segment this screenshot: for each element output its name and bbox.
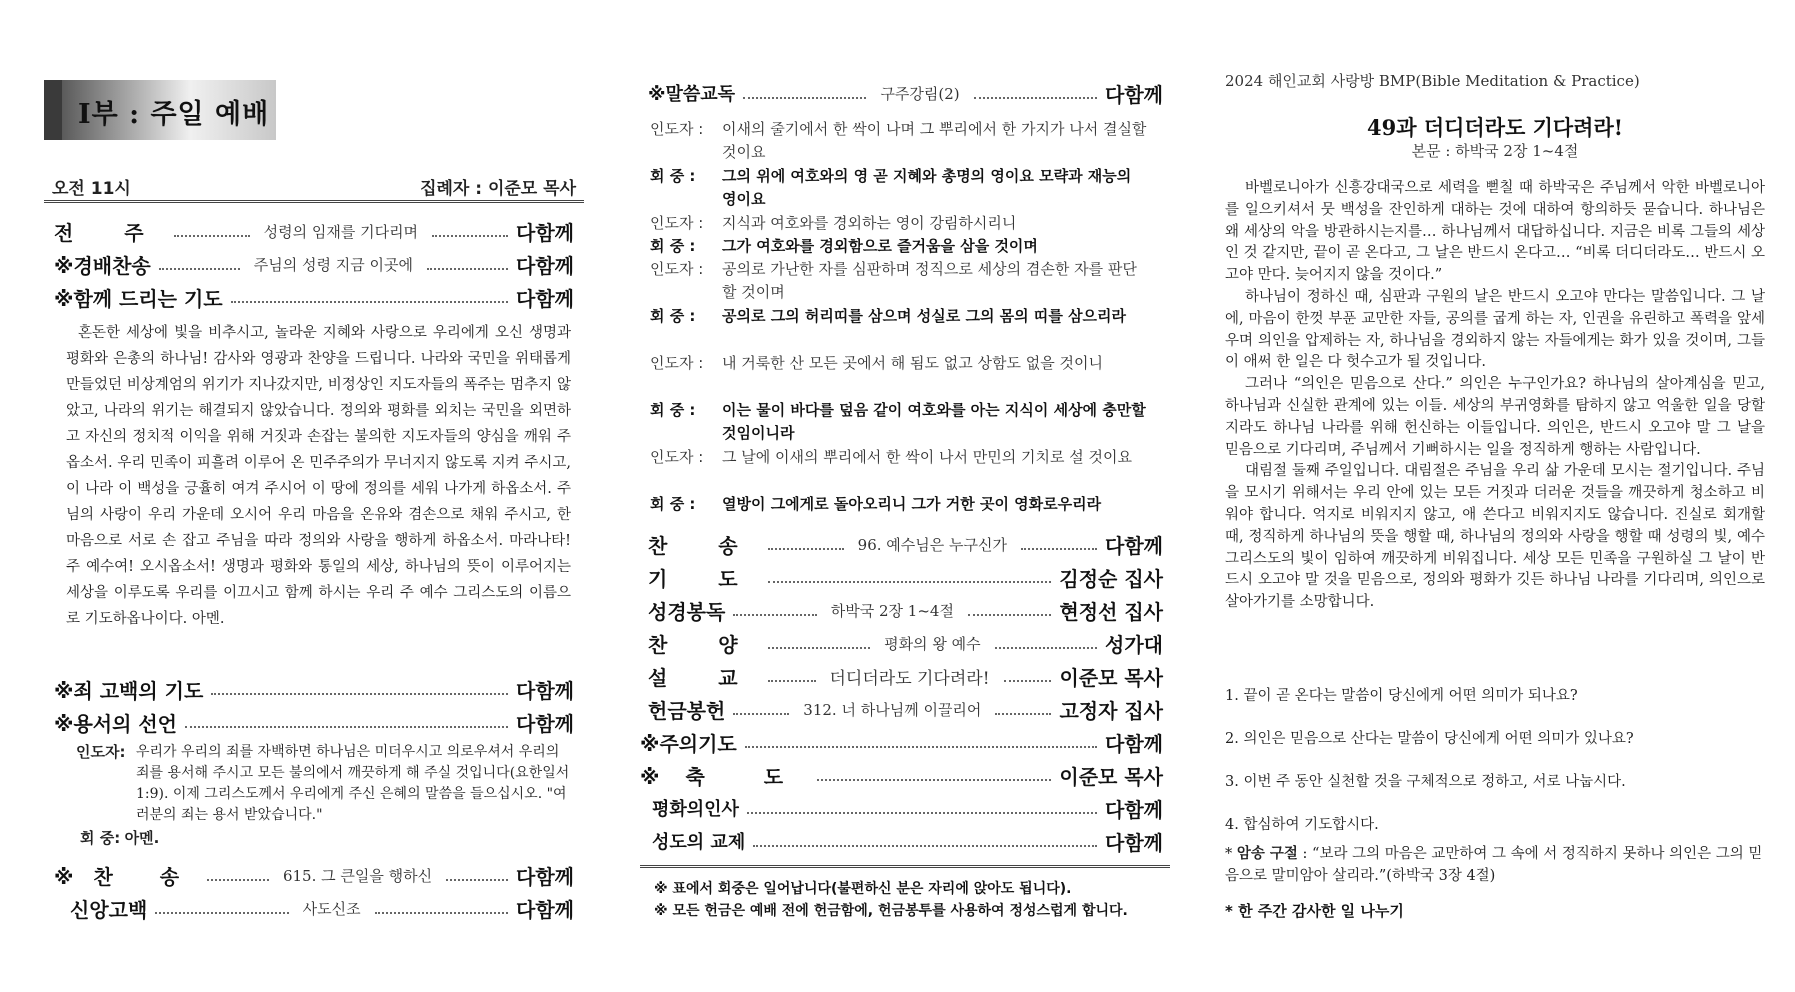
dot-leader — [745, 745, 1097, 748]
litany-text: 이는 물이 바다를 덮음 같이 여호와를 아는 지식이 세상에 충만할 것임이니라 — [722, 401, 1146, 442]
meditation-paragraph: 하나님이 정하신 때, 심판과 구원의 날은 반드시 오고야 만다는 말씀입니다. 그 날에, 마음이 한껏 부푼 교만한 자들, 공의를 굽게 하는 자, 인권을 유린하고 폭력을 앞세우며 의인을 압제하는 자, 하나님을 경외하지 않는 자들에게는 화가 있을 것이며, 그들이 애써 한 일은 다 헛수고가 될 것입니다. — [1225, 288, 1765, 371]
dot-leader — [211, 692, 508, 695]
absolution-cong-label: 회 중: — [80, 829, 121, 847]
dot-leader — [733, 712, 789, 715]
litany-speaker: 회 중 : — [650, 307, 696, 325]
order-label: ※용서의 선언 — [54, 711, 178, 736]
litany-speaker: 회 중 : — [650, 495, 696, 513]
order-label: 찬 양 — [648, 632, 760, 657]
order-item-prayer — [648, 560, 1163, 594]
absolution-congregation — [80, 828, 575, 850]
absolution-leader-text: 우리가 우리의 죄를 자백하면 하나님은 미더우시고 의로우셔서 우리의 죄를 용서해 주시고 모든 불의에서 깨끗하게 해 주실 것입니다(요한일서 1:9). 이제 그리스도께서 우리에게 주신 은혜의 말씀을 들으십시오. "여러분의 죄는 용서 받았습니다." — [136, 744, 570, 823]
order-end: 다함께 — [516, 220, 575, 245]
order-label: 신앙고백 — [70, 897, 148, 922]
order-end: 다함께 — [516, 253, 575, 278]
meditation-text — [1225, 178, 1765, 614]
order-item-anthem — [648, 626, 1163, 660]
dot-leader — [1004, 679, 1052, 682]
dot-leader — [743, 96, 866, 99]
dot-leader — [753, 844, 1097, 847]
dot-leader — [747, 811, 1097, 814]
order-item-litany — [648, 76, 1163, 110]
order-label: 헌금봉헌 — [648, 698, 726, 723]
litany-line — [650, 165, 1150, 211]
order-middle: 더디더라도 기다려라! — [824, 664, 996, 689]
dot-leader — [995, 712, 1051, 715]
litany-text: 지식과 여호와를 경외하는 영이 강림하시리니 — [722, 214, 1017, 232]
memory-verse: * 암송 구절 : “보라 그의 마음은 교만하여 그 속에 서 정직하지 못하나 의인은 그의 믿음으로 말미암아 살리라.”(하박국 3장 4절) — [1225, 846, 1763, 884]
litany-text: 그 날에 이새의 뿌리에서 한 싹이 나서 만민의 기치로 설 것이요 — [722, 448, 1132, 466]
order-item-hymn — [54, 858, 574, 892]
service-header — [44, 170, 584, 203]
order-label: ※주의기도 — [640, 731, 737, 756]
divider — [640, 865, 1170, 868]
order-middle: 사도신조 — [297, 898, 367, 919]
absolution-leader — [76, 742, 571, 826]
order-label: ※찬 송 — [54, 864, 200, 889]
order-end: 다함께 — [1105, 533, 1164, 558]
litany-line — [650, 493, 1150, 516]
dot-leader — [817, 778, 1051, 781]
section-banner — [44, 80, 276, 140]
order-end: 다함께 — [516, 864, 574, 889]
order-middle: 평화의 왕 예수 — [878, 633, 986, 654]
dot-leader — [995, 646, 1097, 649]
order-label: ※죄 고백의 기도 — [54, 678, 204, 703]
service-notes — [654, 878, 1169, 922]
litany-speaker: 인도자 : — [650, 354, 704, 372]
question-4: 4. 합심하여 기도합시다. — [1225, 817, 1379, 833]
lesson-reference: 본문 : 하박국 2장 1~4절 — [1411, 142, 1579, 160]
litany-speaker: 인도자 : — [650, 214, 704, 232]
order-item-scripture — [648, 593, 1163, 627]
dot-leader — [768, 547, 844, 550]
order-item-absolution — [54, 705, 574, 739]
order-item-prelude — [54, 214, 574, 248]
order-middle: 312. 너 하나님께 이끌리어 — [797, 699, 987, 720]
order-end: 다함께 — [1105, 797, 1163, 822]
litany-speaker: 회 중 : — [650, 237, 696, 255]
common-prayer-text: 혼돈한 세상에 빛을 비추시고, 놀라운 지혜와 사랑으로 우리에게 오신 생명과 평화와 은총의 하나님! 감사와 영광과 찬양을 드립니다. 나라와 국민을 위태롭게 만들었던 비상계엄의 위기가 지나갔지만, 비정상인 지도자들의 폭주는 멈추지 않았고, 나라의 위기는 해결되지 않았습니다. 정의와 평화를 외치는 국민을 외면하고 자신의 정치적 이익을 위해 거짓과 손잡는 불의한 지도자들의 양심을 깨워 주옵소서. 우리 민족이 피흘려 이루어 온 민주주의가 무너지지 않도록 지켜 주시고, 이 나라 이 백성을 긍휼히 여겨 주시어 이 땅에 정의를 세워 나가게 하옵소서. 주님의 사랑이 우리 가운데 오시어 우리 마음을 온유와 겸손으로 채워 주시고, 한 마음으로 서로 손 잡고 주님을 따라 정의와 사랑을 행하게 하옵소서. 마라나타! 주 예수여! 오시옵소서! 생명과 평화와 통일의 세상, 하나님의 뜻이 이루어지는 세상을 이루도록 우리를 이끄시고 함께 하시는 우리 주 예수 그리스도의 이름으로 기도하옵나이다. 아멘. — [66, 325, 571, 627]
litany-speaker: 인도자 : — [650, 448, 704, 466]
dot-leader — [968, 613, 1051, 616]
litany-line — [650, 446, 1150, 469]
order-end: 다함께 — [516, 678, 574, 703]
order-end: 고정자 집사 — [1059, 698, 1164, 723]
litany-text: 공의로 그의 허리띠를 삼으며 성실로 그의 몸의 띠를 삼으리라 — [722, 307, 1127, 325]
litany-text: 공의로 가난한 자를 심판하며 정직으로 세상의 겸손한 자를 판단할 것이며 — [722, 260, 1137, 301]
order-end: 다함께 — [1105, 830, 1163, 855]
order-label: 성경봉독 — [648, 599, 726, 624]
litany-text: 그가 여호와를 경외함으로 즐거움을 삼을 것이며 — [722, 237, 1038, 255]
dot-leader — [207, 878, 269, 881]
dot-leader — [159, 267, 240, 270]
dot-leader — [768, 580, 1052, 583]
litany-text: 내 거룩한 산 모든 곳에서 해 됨도 없고 상함도 없을 것이니 — [722, 354, 1103, 372]
order-label: ※말씀교독 — [648, 84, 736, 105]
column-part2 — [640, 0, 1170, 992]
note-standing: ※ 표에서 회중은 일어납니다(불편하신 분은 자리에 앉아도 됩니다). — [654, 881, 1072, 897]
order-end: 다함께 — [1105, 731, 1163, 756]
order-middle: 주님의 성령 지금 이곳에 — [248, 254, 419, 275]
litany-line — [650, 352, 1150, 375]
litany-text: 이새의 줄기에서 한 싹이 나며 그 뿌리에서 한 가지가 나서 결실할 것이요 — [722, 120, 1147, 161]
order-label: 기 도 — [648, 566, 760, 591]
litany-line — [650, 399, 1150, 445]
question-3: 3. 이번 주 동안 실천할 것을 구체적으로 정하고, 서로 나눕시다. — [1225, 774, 1626, 790]
question-1: 1. 끝이 곧 온다는 말씀이 당신에게 어떤 의미가 되나요? — [1225, 688, 1578, 704]
order-label: 찬 송 — [648, 533, 760, 558]
litany-text: 그의 위에 여호와의 영 곧 지혜와 총명의 영이요 모략과 재능의 영이요 — [722, 167, 1132, 208]
dot-leader — [185, 725, 508, 728]
litany-line — [650, 305, 1150, 328]
dot-leader — [375, 911, 508, 914]
order-item-sermon — [648, 659, 1163, 693]
litany-line — [650, 212, 1150, 235]
order-middle: 구주강림(2) — [874, 83, 965, 104]
order-label: 설 교 — [648, 665, 760, 690]
dot-leader — [768, 679, 816, 682]
dot-leader — [768, 646, 870, 649]
order-end: 다함께 — [516, 711, 574, 736]
order-label: 성도의 교제 — [652, 832, 746, 853]
note-offering: ※ 모든 헌금은 예배 전에 헌금함에, 헌금봉투를 사용하여 정성스럽게 합니다. — [654, 903, 1128, 919]
meditation-paragraph: 바벨로니아가 신흥강대국으로 세력을 뻗칠 때 하박국은 주님께서 악한 바벨로니아를 일으키셔서 뭇 백성을 잔인하게 대하는 것에 대하여 항의하듯 묻습니다. 하나님은 왜 세상의 악을 방관하시는지를… 하나님께서 대답하십니다. 지금은 비록 그들의 세상인 것 같지만, 끝이 곧 온다고, 그 날은 반드시 온다고… “비록 더디더라도… 반드시 오고야 만다. 늦어지지 않을 것이다.” — [1225, 180, 1765, 284]
dot-leader — [1021, 547, 1097, 550]
litany-speaker: 인도자 : — [650, 260, 704, 278]
dot-leader — [974, 96, 1097, 99]
lesson-title: 49과 더디더라도 기다려라! — [1367, 115, 1623, 140]
order-end: 성가대 — [1105, 632, 1163, 657]
order-middle: 성령의 임재를 기다리며 — [258, 221, 424, 242]
question-2: 2. 의인은 믿음으로 산다는 말씀이 당신에게 어떤 의미가 있나요? — [1225, 731, 1634, 747]
litany-line — [650, 235, 1150, 258]
dot-leader — [231, 300, 508, 303]
litany-line — [650, 118, 1150, 164]
section-title: I부 : 주일 예배 — [78, 99, 270, 130]
thanks-sharing: * 한 주간 감사한 일 나누기 — [1225, 902, 1404, 920]
order-middle: 615. 그 큰일을 행하신 — [277, 865, 438, 886]
meditation-paragraph: 그러나 “의인은 믿음으로 산다.” 의인은 누구인가요? 하나님의 살아계심을 믿고, 하나님과 신실한 관계에 있는 이들. 세상의 부귀영화를 탐하지 않고 억울한 일을 당할지라도 하나님 나라를 위해 헌신하는 이들입니다. 의인은, 반드시 오고야 말 그 날을 믿음으로 기다리며, 주님께서 기뻐하시는 일을 정직하게 행하는 사람입니다. — [1225, 376, 1765, 458]
order-end: 이준모 목사 — [1059, 764, 1163, 789]
order-end: 다함께 — [516, 286, 574, 311]
column-bmp — [1225, 0, 1765, 992]
absolution-leader-label: 인도자: — [76, 743, 126, 761]
absolution-cong-text: 아멘. — [124, 829, 160, 847]
dot-leader — [174, 234, 250, 237]
order-item-creed — [70, 891, 574, 925]
order-end: 다함께 — [1105, 82, 1163, 107]
order-item-peace — [652, 791, 1163, 825]
dot-leader — [155, 911, 288, 914]
order-item-offering — [648, 692, 1163, 726]
order-label: ※축 도 — [640, 764, 810, 789]
litany-text: 열방이 그에게로 돌아오리니 그가 거한 곳이 영화로우리라 — [722, 495, 1102, 513]
memory-verse-label: 암송 구절 — [1236, 846, 1298, 862]
order-middle: 96. 예수님은 누구신가 — [852, 534, 1013, 555]
dot-leader — [427, 267, 508, 270]
order-label: ※경배찬송 — [54, 253, 151, 278]
litany-speaker: 인도자 : — [650, 120, 704, 138]
litany-line — [650, 258, 1150, 304]
litany-speaker: 회 중 : — [650, 167, 696, 185]
dot-leader — [733, 613, 816, 616]
service-leader: 집례자 : 이준모 목사 — [420, 179, 576, 199]
meditation-paragraph: 대림절 둘째 주일입니다. 대림절은 주님을 우리 삶 가운데 모시는 절기입니다. 주님을 모시기 위해서는 우리 안에 있는 모든 거짓과 더러운 것들을 깨끗하게 청소하고 비워야 합니다. 억지로 비워지지 않고, 애 쓴다고 비워지지도 않습니다. 진실로 회개할 때, 정직하게 하나님의 뜻을 행할 때, 하나님의 정의와 사랑을 행할 때 성령의 빛, 예수 그리스도의 빛이 임하여 깨끗하게 비워집니다. 세상 모든 민족을 구원하실 그 날이 반드시 오고야 말 것을 믿음으로, 정의와 평화가 깃든 하나님 나라를 기다리며, 의인으로 살아가기를 소망합니다. — [1225, 463, 1765, 611]
order-item-fellowship — [652, 824, 1163, 858]
order-end: 다함께 — [516, 897, 574, 922]
order-end: 이준모 목사 — [1059, 665, 1164, 690]
order-item-common-prayer — [54, 280, 574, 314]
memory-verse-text: : “보라 그의 마음은 교만하여 그 속에 서 정직하지 못하나 의인은 그의 믿음으로 말미암아 살리라.”(하박국 3장 4절) — [1225, 846, 1763, 884]
order-item-confession — [54, 672, 574, 706]
order-label: 평화의인사 — [652, 799, 739, 820]
dot-leader — [446, 878, 508, 881]
order-item-hymn2 — [648, 527, 1163, 561]
column-part1 — [44, 0, 584, 992]
order-item-benediction — [640, 758, 1163, 792]
litany-speaker: 회 중 : — [650, 401, 696, 419]
order-end: 현정선 집사 — [1059, 599, 1164, 624]
bmp-header: 2024 해인교회 사랑방 BMP(Bible Meditation & Practice) — [1225, 72, 1640, 90]
dot-leader — [432, 234, 508, 237]
service-time: 오전 11시 — [52, 179, 131, 199]
order-label: ※함께 드리는 기도 — [54, 286, 223, 311]
order-end: 김정순 집사 — [1059, 566, 1163, 591]
order-middle: 하박국 2장 1~4절 — [825, 600, 960, 621]
order-item-lords-prayer — [640, 725, 1163, 759]
order-item-worship-hymn — [54, 247, 574, 281]
order-label: 전 주 — [54, 220, 166, 245]
